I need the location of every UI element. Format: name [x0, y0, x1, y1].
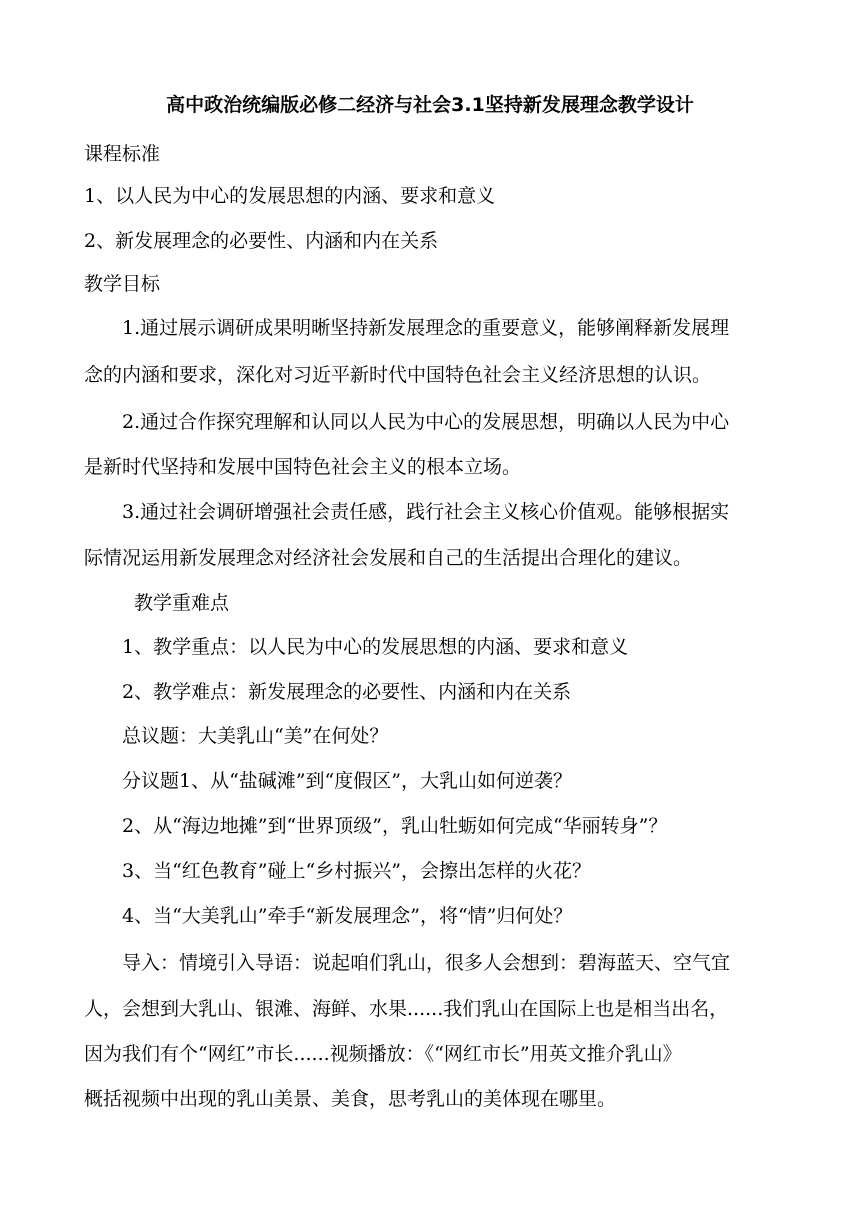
- paragraph-line: 人，会想到大乳山、银滩、海鲜、水果......我们乳山在国际上也是相当出名，: [84, 998, 729, 1020]
- paragraph-line: 念的内涵和要求，深化对习近平新时代中国特色社会主义经济思想的认识。: [84, 364, 712, 386]
- paragraph-line: 2、从“海边地摊”到“世界顶级”，乳山牡蛎如何完成“华丽转身”？: [122, 815, 668, 837]
- paragraph-line: 2、新发展理念的必要性、内涵和内在关系: [84, 230, 439, 252]
- paragraph-line: 4、当“大美乳山”牵手“新发展理念”，将“情”归何处？: [122, 905, 573, 927]
- paragraph-line: 1、教学重点：以人民为中心的发展思想的内涵、要求和意义: [122, 636, 629, 658]
- heading-teaching-goals: 教学目标: [84, 273, 161, 295]
- paragraph-line: 2、教学难点：新发展理念的必要性、内涵和内在关系: [122, 681, 572, 703]
- paragraph-line: 3.通过社会调研增强社会责任感，践行社会主义核心价值观。能够根据实: [122, 501, 730, 523]
- paragraph-line: 总议题：大美乳山“美”在何处？: [122, 725, 389, 747]
- paragraph-line: 是新时代坚持和发展中国特色社会主义的根本立场。: [84, 456, 522, 478]
- paragraph-line: 1.通过展示调研成果明晰坚持新发展理念的重要意义，能够阐释新发展理: [122, 317, 730, 339]
- paragraph-line: 概括视频中出现的乳山美景、美食，思考乳山的美体现在哪里。: [84, 1088, 617, 1110]
- heading-key-points: 教学重难点: [134, 592, 230, 614]
- paragraph-line: 2.通过合作探究理解和认同以人民为中心的发展思想，明确以人民为中心: [122, 411, 730, 433]
- paragraph-line: 际情况运用新发展理念对经济社会发展和自己的生活提出合理化的建议。: [84, 547, 693, 569]
- paragraph-line: 分议题1、从“盐碱滩”到“度假区”，大乳山如何逆袭？: [122, 770, 572, 792]
- paragraph-line: 1、以人民为中心的发展思想的内涵、要求和意义: [84, 185, 496, 207]
- document-title: 高中政治统编版必修二经济与社会3.1坚持新发展理念教学设计: [166, 94, 694, 116]
- paragraph-line: 3、当“红色教育”碰上“乡村振兴”，会擦出怎样的火花？: [122, 860, 591, 882]
- heading-course-standard: 课程标准: [84, 143, 161, 165]
- paragraph-line: 导入：情境引入导语：说起咱们乳山，很多人会想到：碧海蓝天、空气宜: [122, 952, 731, 974]
- paragraph-line: 因为我们有个“网红”市长......视频播放：《“网红市长”用英文推介乳山》: [84, 1043, 682, 1065]
